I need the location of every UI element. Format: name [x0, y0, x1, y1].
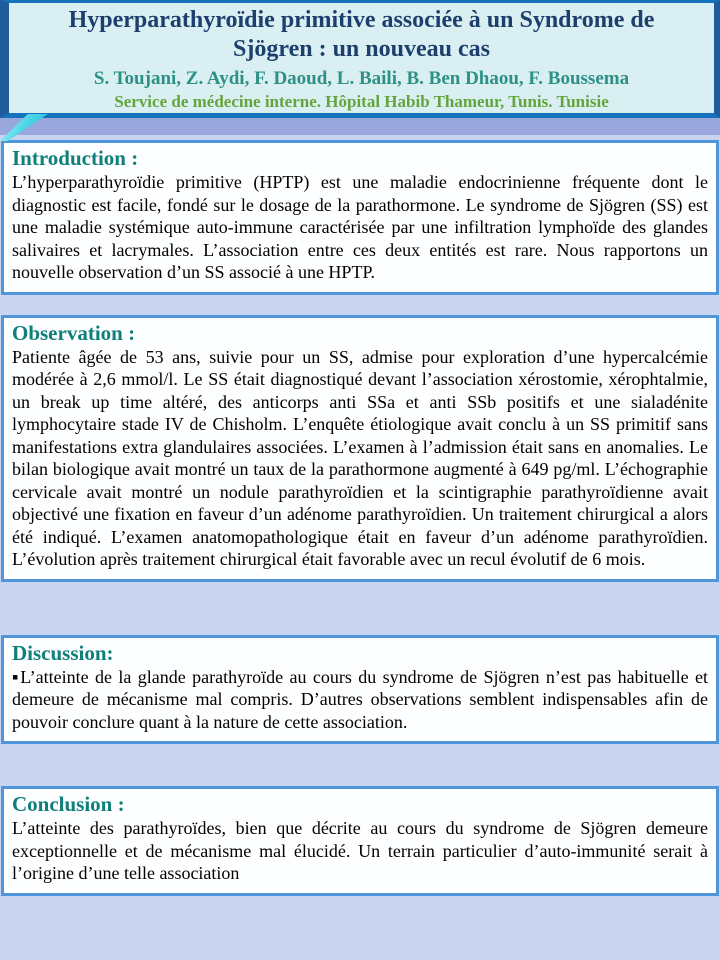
page-title: Hyperparathyroïdie primitive associée à un Syndrome de Sjögren : un nouveau cas [68, 7, 655, 62]
section-heading: Introduction : [12, 146, 139, 170]
sections-container [0, 135, 720, 896]
section-introduction [1, 140, 719, 295]
affiliation-line: Service de médecine interne. Hôpital Habib Thameur, Tunis. Tunisie [114, 92, 609, 111]
section-body: L’hyperparathyroïdie primitive (HPTP) est une maladie endocrinienne fréquente dont le diagnostic est facile, fondé sur le dosage de la parathormone. Le syndrome de Sjögren (SS) est une maladie systémique auto-immune caractérisée par une infiltration lymphoïde des glandes salivaires et lacrymales. L’association entre ces deux entités est rare. Nous rapportons un nouvelle observation d’un SS associé à une HPTP. [12, 172, 708, 282]
header [0, 0, 720, 118]
section-conclusion [1, 786, 719, 896]
section-discussion [1, 635, 719, 745]
section-heading: Observation : [12, 320, 136, 345]
section-heading: Discussion: [12, 640, 114, 665]
section-body: Patiente âgée de 53 ans, suivie pour un SS, admise pour exploration d’une hypercalcémie modérée à 2,6 mmol/l. Le SS était diagnostiqué devant l’association xérostomie, xérophtalmie, un break up time altéré, des anticorps anti SSa et anti SSb positifs et une sialadénite lymphocytaire stade IV de Chisholm. L’enquête étiologique avait conclu à un SS primitif sans manifestations extra glandulaires associées. L’examen à l’admission était sans en anomalies. Le bilan biologique avait montré un taux de la parathormone augmenté à 649 pg/ml. L’échographie cervicale avait montré un nodule parathyroïdien et la scintigraphie parathyroïdienne avait objectivé une fixation en faveur d’un adénome parathyroïdien. Un traitement chirurgical a alors été indiqué. L’examen anatomopathologique était en faveur d’un adénome parathyroïdien. L’évolution après traitement chirurgical était favorable avec un recul évolutif de 6 mois. [12, 346, 708, 569]
decorative-band [0, 118, 720, 135]
section-heading: Conclusion : [12, 792, 125, 816]
section-body: ▪L’atteinte de la glande parathyroïde au cours du syndrome de Sjögren n’est pas habituelle et demeure de mécanisme mal compris. D’autres observations semblent indispensables afin de pouvoir conclure quant à la nature de cette association. [12, 666, 708, 732]
authors-line: S. Toujani, Z. Aydi, F. Daoud, L. Baili, B. Ben Dhaou, F. Boussema [93, 68, 630, 89]
section-observation [1, 315, 719, 582]
section-body: L’atteinte des parathyroïdes, bien que décrite au cours du syndrome de Sjögren demeure exceptionnelle et de mécanisme mal élucidé. Un terrain particulier d’auto-immunité serait à l’origine d’une telle association [12, 818, 708, 883]
